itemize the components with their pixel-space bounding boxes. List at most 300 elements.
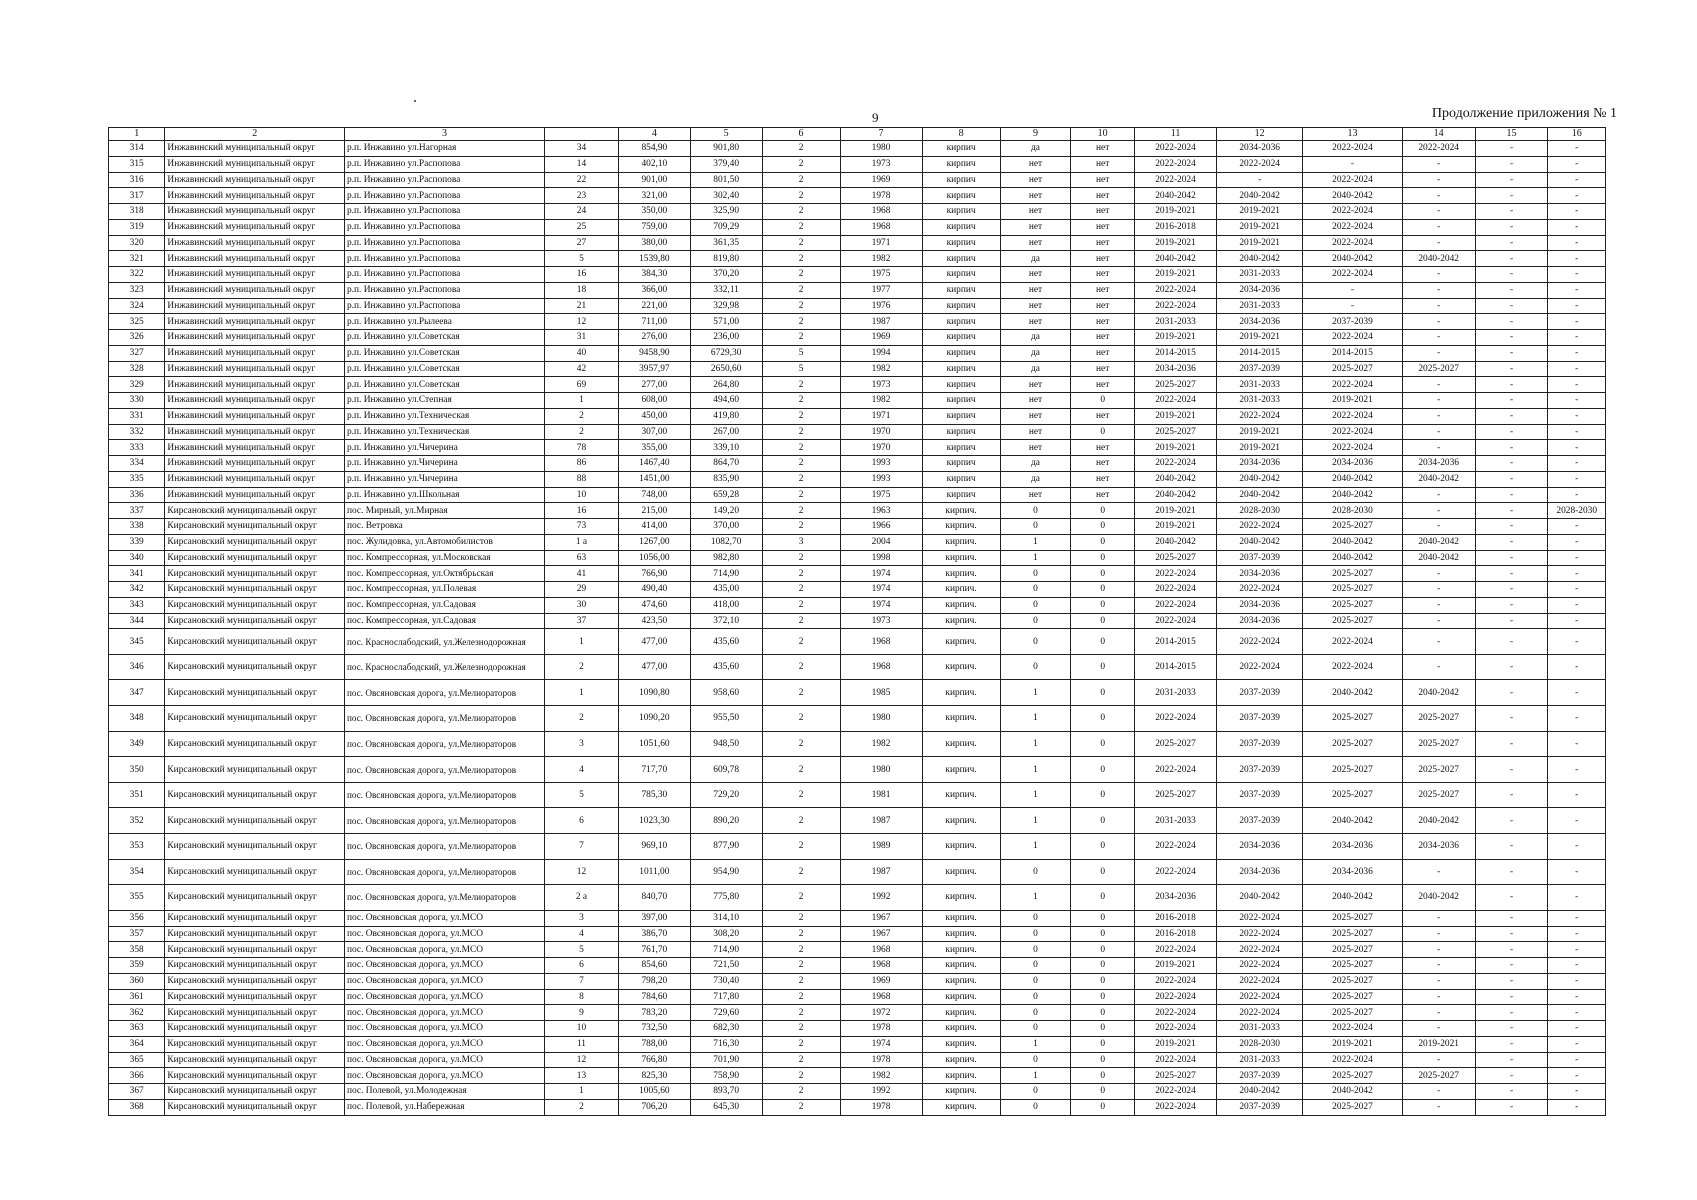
table-cell: 435,00 bbox=[690, 582, 762, 598]
table-cell: 320 bbox=[109, 235, 165, 251]
table-cell: 2 bbox=[762, 859, 840, 885]
table-cell: 0 bbox=[1000, 973, 1071, 989]
table-cell: 307,00 bbox=[618, 424, 690, 440]
table-cell: 7 bbox=[545, 973, 619, 989]
table-cell: 2040-2042 bbox=[1402, 471, 1475, 487]
table-cell: 2022-2024 bbox=[1134, 1021, 1216, 1037]
table-cell: - bbox=[1475, 706, 1548, 732]
table-cell: 16 bbox=[545, 503, 619, 519]
table-cell: пос. Компрессорная, ул.Садовая bbox=[344, 597, 544, 613]
table-cell: 1982 bbox=[840, 731, 922, 757]
table-cell: 2025-2027 bbox=[1303, 582, 1403, 598]
table-cell: 348 bbox=[109, 706, 165, 732]
table-cell: 2022-2024 bbox=[1402, 141, 1475, 157]
table-cell: 1974 bbox=[840, 566, 922, 582]
table-cell: 435,60 bbox=[690, 654, 762, 680]
table-cell: 0 bbox=[1071, 834, 1135, 860]
table-cell: р.п. Инжавино ул.Чичерина bbox=[344, 440, 544, 456]
table-row bbox=[109, 424, 1606, 440]
column-number-cell: 3 bbox=[344, 128, 544, 141]
table-cell: - bbox=[1475, 440, 1548, 456]
table-cell: - bbox=[1548, 885, 1606, 911]
table-cell: 1 bbox=[1000, 885, 1071, 911]
table-cell: кирпич. bbox=[922, 989, 1000, 1005]
table-cell: 2025-2027 bbox=[1303, 926, 1403, 942]
table-cell: 314 bbox=[109, 141, 165, 157]
table-cell: пос. Овсяновская дорога, ул.Мелиораторов bbox=[344, 885, 544, 911]
table-cell: 325 bbox=[109, 314, 165, 330]
table-row bbox=[109, 1084, 1606, 1100]
table-cell: 2022-2024 bbox=[1217, 1005, 1303, 1021]
table-cell: - bbox=[1548, 487, 1606, 503]
table-cell: р.п. Инжавино ул.Техническая bbox=[344, 424, 544, 440]
table-cell: - bbox=[1475, 471, 1548, 487]
table-cell: 6 bbox=[545, 958, 619, 974]
table-cell: 0 bbox=[1071, 597, 1135, 613]
table-cell: 474,60 bbox=[618, 597, 690, 613]
table-cell: Инжавинский муниципальный округ bbox=[165, 188, 345, 204]
table-cell: 1989 bbox=[840, 834, 922, 860]
table-cell: 1 bbox=[1000, 757, 1071, 783]
table-cell: - bbox=[1402, 1099, 1475, 1115]
table-cell: 2025-2027 bbox=[1134, 550, 1216, 566]
table-cell: р.п. Инжавино ул.Распопова bbox=[344, 219, 544, 235]
table-cell: - bbox=[1475, 235, 1548, 251]
table-cell: 2037-2039 bbox=[1217, 808, 1303, 834]
table-cell: 327 bbox=[109, 345, 165, 361]
table-cell: - bbox=[1475, 834, 1548, 860]
table-cell: 2 bbox=[762, 377, 840, 393]
table-cell: 346 bbox=[109, 654, 165, 680]
table-cell: 2022-2024 bbox=[1134, 456, 1216, 472]
table-cell: 2 bbox=[762, 942, 840, 958]
table-cell: - bbox=[1475, 989, 1548, 1005]
table-cell: Инжавинский муниципальный округ bbox=[165, 204, 345, 220]
table-row bbox=[109, 1036, 1606, 1052]
table-cell: 1 bbox=[1000, 680, 1071, 706]
table-cell: 1090,20 bbox=[618, 706, 690, 732]
table-cell: 2019-2021 bbox=[1134, 503, 1216, 519]
table-cell: 372,10 bbox=[690, 613, 762, 629]
table-cell: 0 bbox=[1071, 1021, 1135, 1037]
table-cell: Инжавинский муниципальный округ bbox=[165, 172, 345, 188]
table-cell: - bbox=[1475, 597, 1548, 613]
table-cell: 0 bbox=[1071, 926, 1135, 942]
table-cell: 302,40 bbox=[690, 188, 762, 204]
table-cell: - bbox=[1475, 885, 1548, 911]
table-cell: нет bbox=[1071, 298, 1135, 314]
table-cell: 608,00 bbox=[618, 393, 690, 409]
table-cell: 0 bbox=[1071, 757, 1135, 783]
table-cell: кирпич. bbox=[922, 808, 1000, 834]
table-cell: 2025-2027 bbox=[1303, 597, 1403, 613]
table-cell: 2025-2027 bbox=[1402, 706, 1475, 732]
table-cell: 3 bbox=[545, 910, 619, 926]
table-cell: - bbox=[1548, 298, 1606, 314]
table-cell: 2 bbox=[762, 235, 840, 251]
table-cell: 2 bbox=[762, 471, 840, 487]
table-cell: - bbox=[1548, 1036, 1606, 1052]
table-cell: 1 bbox=[1000, 534, 1071, 550]
table-cell: 2022-2024 bbox=[1303, 440, 1403, 456]
table-cell: 2014-2015 bbox=[1217, 345, 1303, 361]
table-cell: 659,28 bbox=[690, 487, 762, 503]
column-number-cell: 5 bbox=[690, 128, 762, 141]
table-cell: - bbox=[1548, 314, 1606, 330]
table-cell: 1539,80 bbox=[618, 251, 690, 267]
table-cell: кирпич. bbox=[922, 910, 1000, 926]
table-row bbox=[109, 706, 1606, 732]
table-cell: 2034-2036 bbox=[1217, 566, 1303, 582]
table-cell: 2022-2024 bbox=[1303, 408, 1403, 424]
table-cell: 2022-2024 bbox=[1134, 141, 1216, 157]
table-cell: - bbox=[1475, 757, 1548, 783]
table-cell: 88 bbox=[545, 471, 619, 487]
table-cell: нет bbox=[1000, 424, 1071, 440]
table-cell: 2022-2024 bbox=[1303, 172, 1403, 188]
table-cell: - bbox=[1475, 345, 1548, 361]
table-cell: - bbox=[1402, 1084, 1475, 1100]
table-cell: р.п. Инжавино ул.Распопова bbox=[344, 188, 544, 204]
table-cell: 0 bbox=[1071, 534, 1135, 550]
table-cell: 2 bbox=[762, 989, 840, 1005]
table-cell: кирпич. bbox=[922, 834, 1000, 860]
table-cell: - bbox=[1548, 834, 1606, 860]
table-cell: р.п. Инжавино ул.Распопова bbox=[344, 267, 544, 283]
table-cell: - bbox=[1548, 1084, 1606, 1100]
table-cell: - bbox=[1548, 393, 1606, 409]
table-cell: - bbox=[1303, 298, 1403, 314]
table-cell: - bbox=[1402, 926, 1475, 942]
table-row bbox=[109, 1052, 1606, 1068]
table-cell: Кирсановский муниципальный округ bbox=[165, 859, 345, 885]
table-cell: пос. Овсяновская дорога, ул.МСО bbox=[344, 1036, 544, 1052]
table-cell: 801,50 bbox=[690, 172, 762, 188]
table-cell: 2037-2039 bbox=[1217, 550, 1303, 566]
table-cell: 1451,00 bbox=[618, 471, 690, 487]
table-row bbox=[109, 534, 1606, 550]
table-cell: - bbox=[1475, 408, 1548, 424]
table-cell: 2 bbox=[762, 910, 840, 926]
table-cell: р.п. Инжавино ул.Распопова bbox=[344, 204, 544, 220]
table-cell: 0 bbox=[1071, 1052, 1135, 1068]
table-cell: 23 bbox=[545, 188, 619, 204]
table-cell: да bbox=[1000, 141, 1071, 157]
table-cell: 2025-2027 bbox=[1303, 566, 1403, 582]
table-cell: 2019-2021 bbox=[1134, 330, 1216, 346]
table-cell: 419,80 bbox=[690, 408, 762, 424]
table-cell: 0 bbox=[1000, 989, 1071, 1005]
page-number: 9 bbox=[872, 110, 879, 125]
table-cell: - bbox=[1475, 910, 1548, 926]
table-cell: 2022-2024 bbox=[1134, 706, 1216, 732]
table-row bbox=[109, 731, 1606, 757]
table-cell: - bbox=[1475, 629, 1548, 655]
table-cell: 2019-2021 bbox=[1217, 204, 1303, 220]
table-cell: 1978 bbox=[840, 1021, 922, 1037]
table-cell: Инжавинский муниципальный округ bbox=[165, 345, 345, 361]
table-row bbox=[109, 471, 1606, 487]
table-cell: - bbox=[1548, 251, 1606, 267]
scan-speck bbox=[414, 100, 416, 102]
table-cell: 2022-2024 bbox=[1134, 172, 1216, 188]
table-cell: 2016-2018 bbox=[1134, 910, 1216, 926]
table-cell: кирпич. bbox=[922, 859, 1000, 885]
table-cell: 2031-2033 bbox=[1217, 1052, 1303, 1068]
table-cell: 1980 bbox=[840, 141, 922, 157]
table-cell: 766,80 bbox=[618, 1052, 690, 1068]
table-cell: 2028-2030 bbox=[1217, 503, 1303, 519]
table-row bbox=[109, 1021, 1606, 1037]
table-cell: 2025-2027 bbox=[1134, 1068, 1216, 1084]
table-cell: 784,60 bbox=[618, 989, 690, 1005]
table-cell: 711,00 bbox=[618, 314, 690, 330]
table-cell: 2034-2036 bbox=[1134, 885, 1216, 911]
table-cell: 2 bbox=[762, 629, 840, 655]
table-cell: 901,80 bbox=[690, 141, 762, 157]
table-cell: - bbox=[1402, 1052, 1475, 1068]
table-cell: 2022-2024 bbox=[1303, 629, 1403, 655]
table-cell: - bbox=[1548, 330, 1606, 346]
table-cell: 5 bbox=[762, 345, 840, 361]
table-cell: - bbox=[1475, 1005, 1548, 1021]
table-cell: 30 bbox=[545, 597, 619, 613]
table-cell: - bbox=[1402, 519, 1475, 535]
table-row bbox=[109, 973, 1606, 989]
table-cell: 2040-2042 bbox=[1303, 251, 1403, 267]
table-cell: - bbox=[1548, 613, 1606, 629]
table-cell: 2 bbox=[762, 731, 840, 757]
table-row bbox=[109, 298, 1606, 314]
table-cell: - bbox=[1548, 456, 1606, 472]
table-cell: 1980 bbox=[840, 706, 922, 732]
table-cell: 0 bbox=[1071, 808, 1135, 834]
table-cell: 341 bbox=[109, 566, 165, 582]
table-cell: 2022-2024 bbox=[1134, 1005, 1216, 1021]
table-cell: Инжавинский муниципальный округ bbox=[165, 393, 345, 409]
table-cell: - bbox=[1548, 141, 1606, 157]
table-cell: 384,30 bbox=[618, 267, 690, 283]
table-cell: Инжавинский муниципальный округ bbox=[165, 251, 345, 267]
table-cell: 2040-2042 bbox=[1134, 188, 1216, 204]
table-cell: 1967 bbox=[840, 926, 922, 942]
table-cell: пос. Овсяновская дорога, ул.МСО bbox=[344, 1052, 544, 1068]
table-cell: - bbox=[1475, 926, 1548, 942]
table-cell: 2 bbox=[545, 408, 619, 424]
table-cell: 41 bbox=[545, 566, 619, 582]
table-cell: 2034-2036 bbox=[1303, 456, 1403, 472]
table-cell: 2650,60 bbox=[690, 361, 762, 377]
column-number-cell bbox=[545, 128, 619, 141]
table-cell: - bbox=[1475, 251, 1548, 267]
table-cell: 854,60 bbox=[618, 958, 690, 974]
table-cell: Кирсановский муниципальный округ bbox=[165, 534, 345, 550]
table-cell: р.п. Инжавино ул.Распопова bbox=[344, 156, 544, 172]
table-cell: 370,20 bbox=[690, 267, 762, 283]
table-cell: 2 bbox=[762, 597, 840, 613]
table-cell: Кирсановский муниципальный округ bbox=[165, 942, 345, 958]
table-cell: 2 bbox=[762, 408, 840, 424]
table-cell: 2 bbox=[545, 706, 619, 732]
table-cell: - bbox=[1548, 582, 1606, 598]
table-cell: 10 bbox=[545, 487, 619, 503]
table-cell: 2025-2027 bbox=[1303, 958, 1403, 974]
table-cell: 1467,40 bbox=[618, 456, 690, 472]
table-row bbox=[109, 566, 1606, 582]
table-cell: р.п. Инжавино ул.Степная bbox=[344, 393, 544, 409]
table-cell: 340 bbox=[109, 550, 165, 566]
table-cell: 2022-2024 bbox=[1303, 654, 1403, 680]
table-cell: р.п. Инжавино ул.Распопова bbox=[344, 298, 544, 314]
table-cell: - bbox=[1548, 654, 1606, 680]
table-cell: 357 bbox=[109, 926, 165, 942]
table-cell: нет bbox=[1071, 456, 1135, 472]
table-cell: 2022-2024 bbox=[1134, 393, 1216, 409]
table-cell: - bbox=[1548, 958, 1606, 974]
table-cell: 2014-2015 bbox=[1134, 654, 1216, 680]
table-cell: нет bbox=[1000, 298, 1071, 314]
table-cell: 2 bbox=[762, 1036, 840, 1052]
table-cell: - bbox=[1475, 1099, 1548, 1115]
table-cell: - bbox=[1548, 424, 1606, 440]
table-cell: 2040-2042 bbox=[1402, 885, 1475, 911]
table-cell: 954,90 bbox=[690, 859, 762, 885]
table-cell: 5 bbox=[762, 361, 840, 377]
table-cell: 1 bbox=[1000, 706, 1071, 732]
table-cell: 2025-2027 bbox=[1303, 1005, 1403, 1021]
table-cell: нет bbox=[1000, 282, 1071, 298]
table-cell: - bbox=[1475, 680, 1548, 706]
table-cell: кирпич. bbox=[922, 613, 1000, 629]
table-cell: 1974 bbox=[840, 582, 922, 598]
table-cell: кирпич. bbox=[922, 1036, 1000, 1052]
table-cell: 2040-2042 bbox=[1303, 550, 1403, 566]
table-cell: 0 bbox=[1071, 503, 1135, 519]
table-row bbox=[109, 440, 1606, 456]
table-cell: 1 bbox=[1000, 782, 1071, 808]
table-cell: 1987 bbox=[840, 314, 922, 330]
column-number-cell: 9 bbox=[1000, 128, 1071, 141]
table-cell: 2025-2027 bbox=[1402, 731, 1475, 757]
table-cell: 2028-2030 bbox=[1303, 503, 1403, 519]
table-cell: кирпич. bbox=[922, 680, 1000, 706]
table-cell: р.п. Инжавино ул.Распопова bbox=[344, 251, 544, 267]
table-cell: кирпич bbox=[922, 330, 1000, 346]
table-cell: 759,00 bbox=[618, 219, 690, 235]
table-cell: 0 bbox=[1071, 973, 1135, 989]
table-cell: 2022-2024 bbox=[1217, 942, 1303, 958]
table-cell: 969,10 bbox=[618, 834, 690, 860]
table-cell: 1968 bbox=[840, 654, 922, 680]
table-cell: кирпич. bbox=[922, 731, 1000, 757]
table-cell: 2040-2042 bbox=[1303, 487, 1403, 503]
table-cell: 785,30 bbox=[618, 782, 690, 808]
table-row bbox=[109, 989, 1606, 1005]
table-cell: - bbox=[1475, 424, 1548, 440]
table-cell: 2034-2036 bbox=[1134, 361, 1216, 377]
table-cell: 314,10 bbox=[690, 910, 762, 926]
table-cell: р.п. Инжавино ул.Советская bbox=[344, 345, 544, 361]
table-cell: Кирсановский муниципальный округ bbox=[165, 808, 345, 834]
table-cell: 6729,30 bbox=[690, 345, 762, 361]
table-cell: 2022-2024 bbox=[1134, 942, 1216, 958]
table-cell: 0 bbox=[1071, 958, 1135, 974]
table-cell: 0 bbox=[1071, 654, 1135, 680]
table-cell: 16 bbox=[545, 267, 619, 283]
table-cell: 1973 bbox=[840, 377, 922, 393]
table-cell: Кирсановский муниципальный округ bbox=[165, 550, 345, 566]
table-cell: 63 bbox=[545, 550, 619, 566]
table-cell: 706,20 bbox=[618, 1099, 690, 1115]
table-cell: 423,50 bbox=[618, 613, 690, 629]
table-cell: 955,50 bbox=[690, 706, 762, 732]
table-cell: пос. Компрессорная, ул.Октябрьская bbox=[344, 566, 544, 582]
table-cell: пос. Компрессорная, ул.Московская bbox=[344, 550, 544, 566]
table-cell: кирпич. bbox=[922, 654, 1000, 680]
table-cell: - bbox=[1475, 654, 1548, 680]
table-cell: 0 bbox=[1071, 706, 1135, 732]
table-cell: 73 bbox=[545, 519, 619, 535]
table-cell: 2 bbox=[762, 424, 840, 440]
table-cell: - bbox=[1548, 345, 1606, 361]
table-cell: 12 bbox=[545, 1052, 619, 1068]
table-cell: 2022-2024 bbox=[1217, 408, 1303, 424]
column-number-cell: 8 bbox=[922, 128, 1000, 141]
table-cell: пос. Овсяновская дорога, ул.Мелиораторов bbox=[344, 859, 544, 885]
table-cell: 2040-2042 bbox=[1402, 550, 1475, 566]
table-cell: 0 bbox=[1000, 1052, 1071, 1068]
table-cell: 1963 bbox=[840, 503, 922, 519]
table-cell: 788,00 bbox=[618, 1036, 690, 1052]
table-cell: 5 bbox=[545, 942, 619, 958]
table-cell: 1998 bbox=[840, 550, 922, 566]
table-cell: - bbox=[1402, 654, 1475, 680]
table-cell: 1967 bbox=[840, 910, 922, 926]
table-cell: - bbox=[1475, 1052, 1548, 1068]
table-cell: 2 bbox=[545, 654, 619, 680]
table-cell: 267,00 bbox=[690, 424, 762, 440]
table-cell: - bbox=[1475, 973, 1548, 989]
table-cell: 1993 bbox=[840, 456, 922, 472]
table-cell: 0 bbox=[1071, 885, 1135, 911]
table-cell: 42 bbox=[545, 361, 619, 377]
table-cell: 2 bbox=[762, 282, 840, 298]
table-cell: кирпич bbox=[922, 219, 1000, 235]
table-cell: 24 bbox=[545, 204, 619, 220]
table-cell: 2022-2024 bbox=[1134, 1099, 1216, 1115]
table-cell: 2 bbox=[762, 1021, 840, 1037]
table-cell: 1980 bbox=[840, 757, 922, 783]
table-cell: Кирсановский муниципальный округ bbox=[165, 706, 345, 732]
column-number-cell: 2 bbox=[165, 128, 345, 141]
table-row bbox=[109, 680, 1606, 706]
table-cell: 0 bbox=[1071, 629, 1135, 655]
table-cell: Инжавинский муниципальный округ bbox=[165, 471, 345, 487]
table-cell: 8 bbox=[545, 989, 619, 1005]
table-cell: 2037-2039 bbox=[1217, 1099, 1303, 1115]
table-row bbox=[109, 757, 1606, 783]
table-cell: пос. Овсяновская дорога, ул.МСО bbox=[344, 926, 544, 942]
table-cell: 334 bbox=[109, 456, 165, 472]
table-cell: 1 bbox=[545, 393, 619, 409]
table-cell: 1987 bbox=[840, 808, 922, 834]
table-cell: 78 bbox=[545, 440, 619, 456]
table-cell: 2037-2039 bbox=[1217, 782, 1303, 808]
table-cell: - bbox=[1548, 1021, 1606, 1037]
table-cell: 1982 bbox=[840, 361, 922, 377]
table-cell: 3957,97 bbox=[618, 361, 690, 377]
appendix-table bbox=[108, 127, 1606, 1116]
